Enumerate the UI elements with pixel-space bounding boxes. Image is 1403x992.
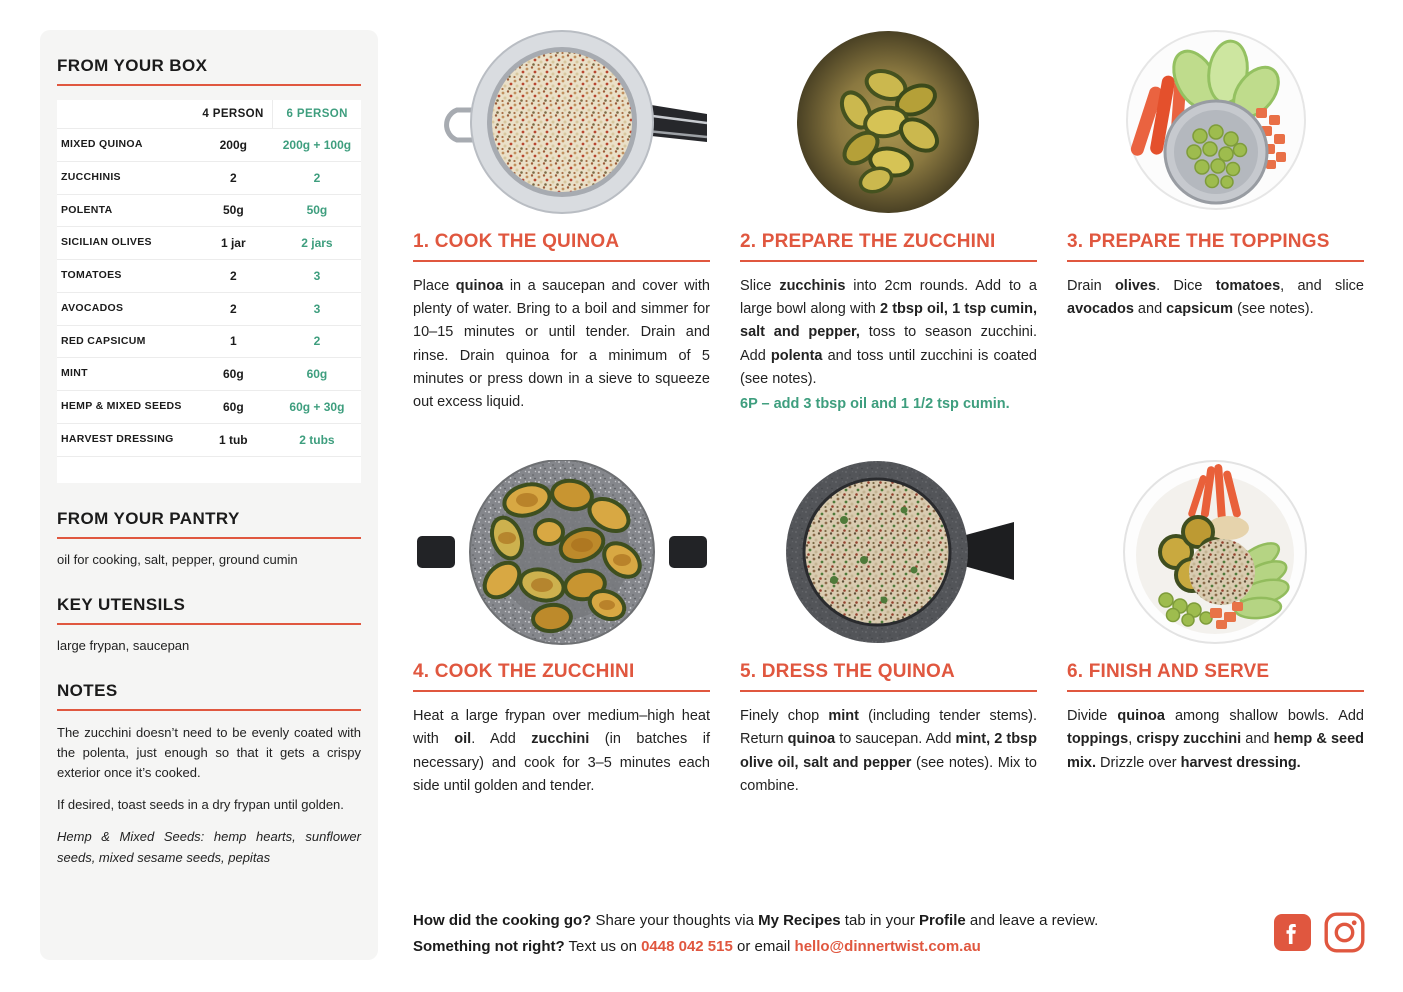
steps-grid bbox=[413, 30, 1365, 798]
six-person-qty: 2 tubs bbox=[299, 432, 335, 447]
table-row bbox=[57, 129, 361, 162]
step-6-text: Divide quinoa among shallow bowls. Add toppings, crispy zucchini and hemp & seed mix. Drizzle over harvest dressing. bbox=[1067, 708, 1365, 771]
divider bbox=[57, 709, 361, 711]
ingredient-name: HARVEST DRESSING bbox=[61, 432, 174, 445]
four-person-qty: 1 jar bbox=[220, 236, 246, 251]
table-row bbox=[57, 423, 361, 456]
six-person-qty: 200g + 100g bbox=[282, 137, 352, 152]
step-5-title: 5. DRESS THE QUINOA bbox=[740, 661, 955, 683]
utensils-title: KEY UTENSILS bbox=[57, 594, 186, 614]
facebook-icon[interactable] bbox=[1274, 914, 1311, 956]
note-paragraph: The zucchini doesn’t need to be evenly coated with the polenta, just enough so that it gets a crispy exterior once it’s cooked. bbox=[57, 724, 361, 781]
step-4-text: Heat a large frypan over medium–high heat with oil. Add zucchini (in batches if necessary) and cook for 3–5 minutes each side until golden and tender. bbox=[413, 708, 710, 794]
step-3-photo-toppings-plate bbox=[1067, 30, 1364, 215]
step-4-photo-zucchini-frypan bbox=[413, 460, 710, 645]
four-person-qty: 2 bbox=[229, 170, 237, 185]
notes-title: NOTES bbox=[57, 680, 118, 700]
six-person-qty: 50g bbox=[306, 203, 328, 218]
divider bbox=[413, 690, 710, 692]
table-row bbox=[57, 391, 361, 424]
step-4-card bbox=[413, 460, 710, 798]
note-paragraph: Hemp & Mixed Seeds: hemp hearts, sunflower seeds, mixed sesame seeds, pepitas bbox=[57, 829, 361, 865]
note-paragraph: If desired, toast seeds in a dry frypan until golden. bbox=[57, 797, 344, 813]
four-person-column-header: 4 PERSON bbox=[202, 108, 264, 120]
divider bbox=[1067, 690, 1364, 692]
six-person-qty: 3 bbox=[313, 268, 321, 283]
six-person-qty: 60g + 30g bbox=[289, 399, 345, 414]
table-row bbox=[57, 292, 361, 325]
step-3-card bbox=[1067, 30, 1364, 416]
four-person-qty: 50g bbox=[222, 203, 244, 218]
step-1-card bbox=[413, 30, 710, 416]
ingredients-table bbox=[57, 100, 361, 457]
table-header-row bbox=[57, 100, 361, 129]
step-2-text: Slice zucchinis into 2cm rounds. Add to a large bowl along with 2 tbsp oil, 1 tsp cumin, salt and pepper, toss to season zucchini. Add polenta and toss until zucchini is coated (see notes). bbox=[740, 278, 1037, 387]
ingredient-column-header bbox=[57, 100, 194, 129]
ingredient-name: SICILIAN OLIVES bbox=[61, 236, 152, 249]
table-row bbox=[57, 325, 361, 358]
sidebar bbox=[40, 30, 378, 960]
step-6-photo-finished-bowl bbox=[1067, 460, 1364, 645]
ingredient-name: AVOCADOS bbox=[61, 301, 124, 314]
divider bbox=[57, 537, 361, 539]
four-person-qty: 60g bbox=[222, 399, 244, 414]
ingredient-name: TOMATOES bbox=[61, 269, 122, 281]
table-row bbox=[57, 358, 361, 391]
footer-contact-line: Something not right? Text us on 0448 042 515 or email hello@dinnertwist.com.au bbox=[413, 938, 981, 956]
footer-feedback-line: How did the cooking go? Share your thoughts via My Recipes tab in your Profile and leave a review. bbox=[413, 912, 1099, 929]
ingredient-name: MIXED QUINOA bbox=[61, 138, 143, 150]
four-person-qty: 200g bbox=[219, 137, 247, 152]
step-2-title: 2. PREPARE THE ZUCCHINI bbox=[740, 231, 996, 252]
step-2-photo-zucchini-bowl bbox=[740, 30, 1037, 215]
instagram-icon[interactable] bbox=[1324, 912, 1365, 958]
six-person-qty: 60g bbox=[306, 367, 328, 382]
six-person-qty: 2 bbox=[313, 334, 321, 349]
ingredient-name: ZUCCHINIS bbox=[61, 170, 121, 183]
step-6-card bbox=[1067, 460, 1364, 798]
from-your-box-title: FROM YOUR BOX bbox=[57, 56, 208, 75]
table-row bbox=[57, 194, 361, 227]
ingredients-table-card bbox=[57, 100, 361, 483]
six-person-qty: 2 jars bbox=[301, 236, 333, 251]
divider bbox=[57, 84, 361, 86]
step-5-text: Finely chop mint (including tender stems). Return quinoa to saucepan. Add mint, 2 tbsp olive oil, salt and pepper (see notes). Mix to combine. bbox=[740, 708, 1037, 794]
divider bbox=[740, 260, 1037, 262]
notes-list bbox=[57, 723, 361, 868]
ingredient-name: MINT bbox=[61, 367, 88, 380]
ingredient-name: RED CAPSICUM bbox=[61, 334, 146, 347]
pantry-text: oil for cooking, salt, pepper, ground cumin bbox=[57, 551, 298, 567]
step-6-title: 6. FINISH AND SERVE bbox=[1067, 661, 1270, 683]
divider bbox=[413, 260, 710, 262]
step-3-title: 3. PREPARE THE TOPPINGS bbox=[1067, 231, 1330, 252]
four-person-qty: 60g bbox=[222, 367, 244, 382]
four-person-qty: 1 tub bbox=[218, 432, 248, 447]
divider bbox=[1067, 260, 1364, 262]
footer bbox=[413, 908, 1243, 961]
social-icons bbox=[1274, 912, 1365, 958]
step-1-title: 1. COOK THE QUINOA bbox=[413, 231, 620, 252]
pantry-title: FROM YOUR PANTRY bbox=[57, 508, 240, 528]
four-person-qty: 2 bbox=[229, 301, 237, 316]
ingredient-name: HEMP & MIXED SEEDS bbox=[61, 400, 182, 412]
divider bbox=[57, 623, 361, 625]
step-5-photo-quinoa-pot bbox=[740, 460, 1037, 645]
step-1-text: Place quinoa in a saucepan and cover with plenty of water. Bring to a boil and simmer for 10–15 minutes or until tender. Drain and rinse. Drain quinoa for a minimum of 5 minutes or press down in a sieve to squeeze out excess liquid. bbox=[413, 278, 710, 410]
divider bbox=[740, 690, 1037, 692]
step-1-photo-quinoa-sieve bbox=[413, 30, 710, 215]
pantry-section bbox=[57, 509, 361, 569]
four-person-qty: 2 bbox=[229, 268, 237, 283]
six-person-qty: 2 bbox=[313, 170, 321, 185]
step-3-text: Drain olives. Dice tomatoes, and slice avocados and capsicum (see notes). bbox=[1067, 278, 1364, 318]
step-4-title: 4. COOK THE ZUCCHINI bbox=[413, 661, 635, 683]
step-2-six-person-note: 6P – add 3 tbsp oil and 1 1/2 tsp cumin. bbox=[740, 395, 1010, 412]
six-person-column-header: 6 PERSON bbox=[273, 100, 361, 129]
step-2-card bbox=[740, 30, 1037, 416]
step-5-card bbox=[740, 460, 1037, 798]
four-person-qty: 1 bbox=[229, 334, 237, 349]
six-person-qty: 3 bbox=[313, 301, 321, 316]
table-row bbox=[57, 227, 361, 260]
notes-section bbox=[57, 681, 361, 868]
table-row bbox=[57, 260, 361, 293]
table-row bbox=[57, 161, 361, 194]
ingredient-name: POLENTA bbox=[61, 203, 113, 216]
utensils-section bbox=[57, 595, 361, 655]
utensils-text: large frypan, saucepan bbox=[57, 637, 190, 653]
